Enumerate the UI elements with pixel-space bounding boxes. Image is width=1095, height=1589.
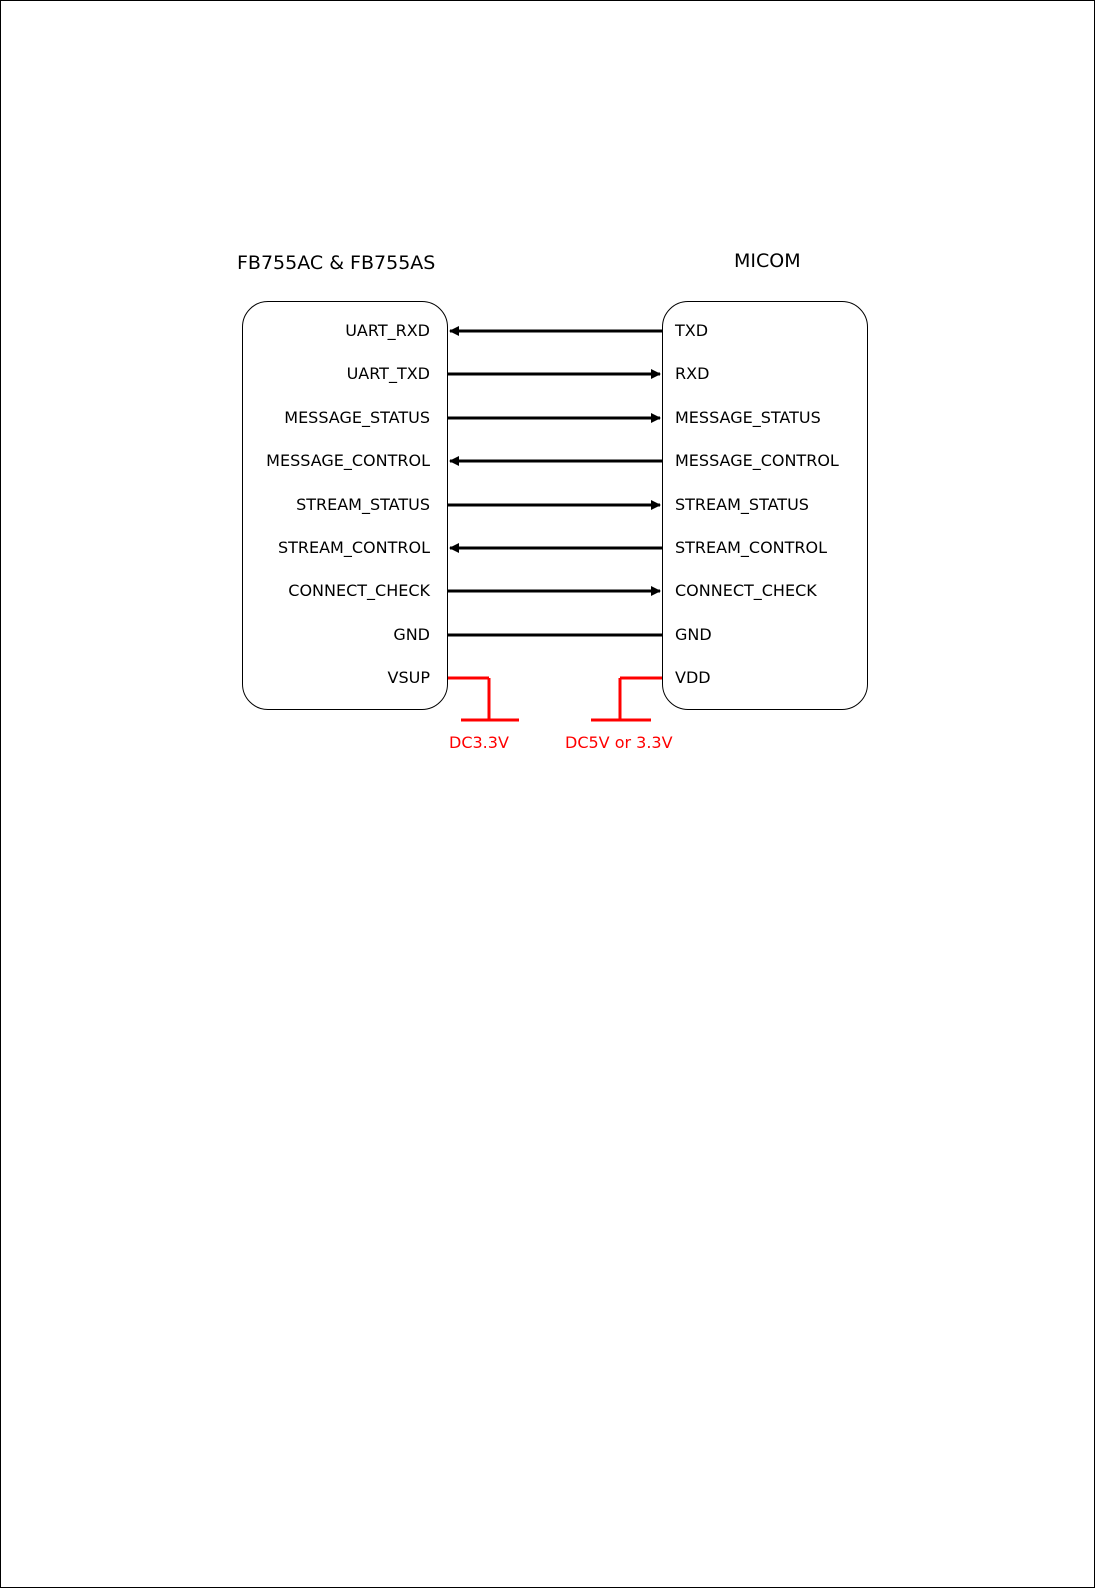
left-pin-stream-status: STREAM_STATUS (296, 495, 430, 514)
right-block-title: MICOM (734, 250, 801, 272)
left-block-title: FB755AC & FB755AS (237, 252, 436, 274)
right-pin-gnd: GND (675, 625, 712, 644)
left-pin-message-control: MESSAGE_CONTROL (266, 451, 430, 470)
right-pin-txd: TXD (675, 321, 709, 340)
left-pin-uart-txd: UART_TXD (346, 364, 430, 383)
right-pin-message-status: MESSAGE_STATUS (675, 408, 821, 427)
right-pin-stream-control: STREAM_CONTROL (675, 538, 828, 557)
left-pin-vsup: VSUP (387, 668, 430, 687)
connection-wires (1, 1, 1095, 1589)
right-pin-rxd: RXD (675, 364, 710, 383)
left-pin-connect-check: CONNECT_CHECK (288, 581, 430, 600)
right-supply-label: DC5V or 3.3V (565, 733, 673, 752)
right-pin-vdd: VDD (675, 668, 711, 687)
left-pin-uart-rxd: UART_RXD (345, 321, 430, 340)
right-pin-message-control: MESSAGE_CONTROL (675, 451, 839, 470)
left-pin-stream-control: STREAM_CONTROL (277, 538, 430, 557)
left-pin-gnd: GND (393, 625, 430, 644)
left-supply-label: DC3.3V (449, 733, 509, 752)
right-pin-connect-check: CONNECT_CHECK (675, 581, 817, 600)
left-pin-message-status: MESSAGE_STATUS (284, 408, 430, 427)
right-pin-stream-status: STREAM_STATUS (675, 495, 809, 514)
